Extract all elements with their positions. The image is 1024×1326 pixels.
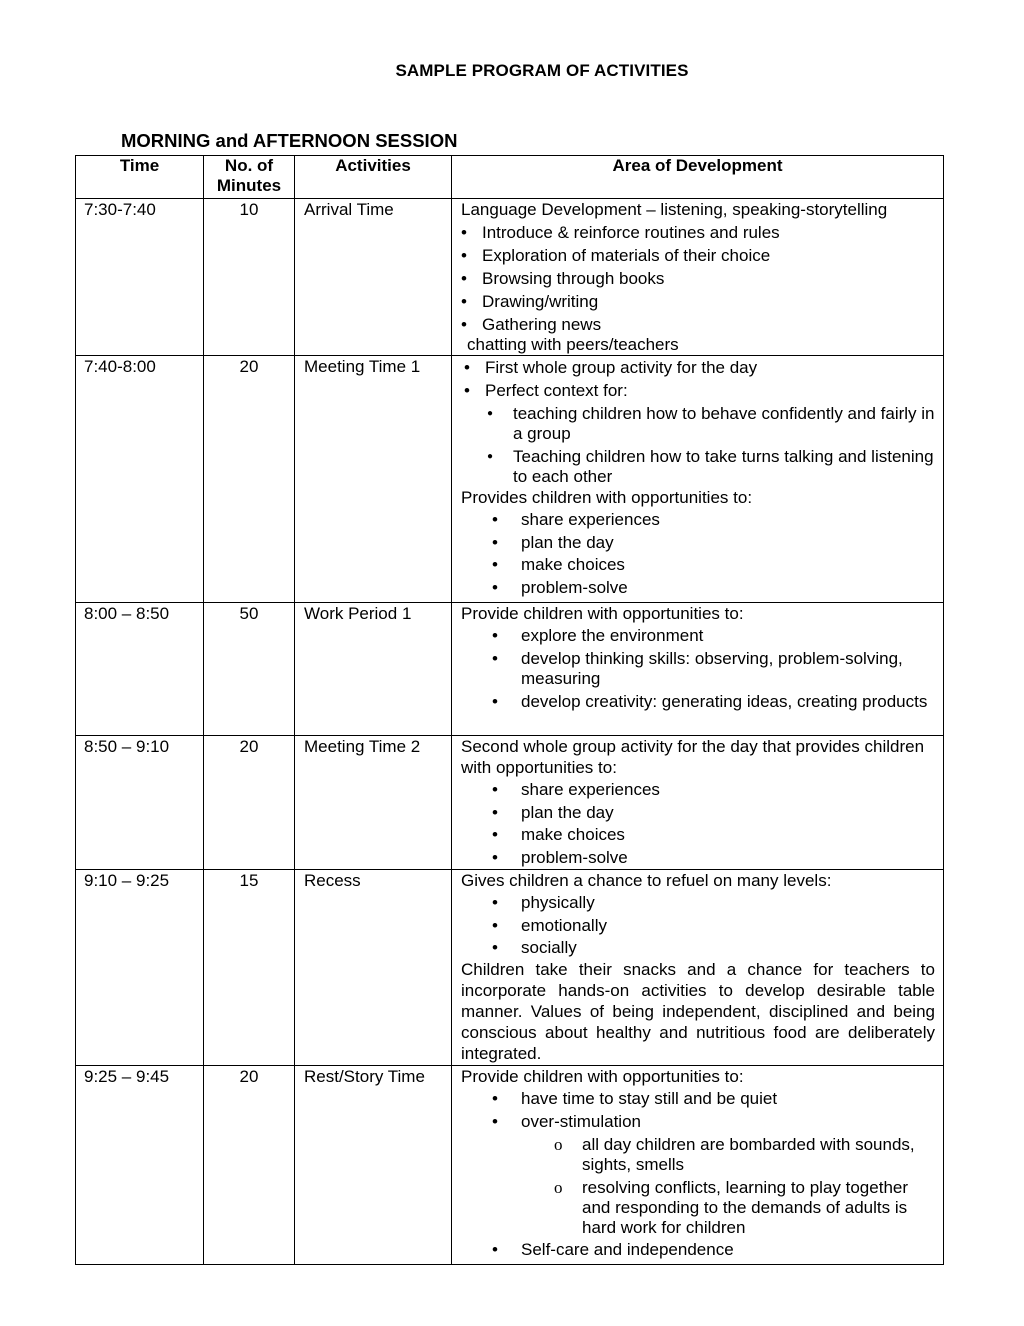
list-item: • Gathering news — [461, 314, 935, 335]
list-item: • physically — [461, 893, 935, 914]
table-row — [76, 736, 944, 870]
table-row — [76, 603, 944, 736]
schedule-table — [75, 155, 944, 1265]
time-cell: 9:10 – 9:25 — [76, 870, 204, 1066]
list-item: • Self-care and independence — [461, 1240, 935, 1261]
table-row — [76, 870, 944, 1066]
list-item: • develop creativity: generating ideas, creating products — [461, 692, 935, 711]
time-cell: 9:25 – 9:45 — [76, 1066, 204, 1265]
list-item: • make choices — [461, 825, 935, 846]
activity-cell: Recess — [295, 870, 452, 1066]
area-cell — [452, 870, 944, 1066]
list-item: ● teaching children how to behave confidently and fairly in a group — [461, 404, 935, 444]
area-cell — [452, 736, 944, 870]
area-lead: Second whole group activity for the day that provides children with opportunities to: — [461, 737, 925, 777]
area-lead: Gives children a chance to refuel on many levels: — [461, 871, 832, 890]
time-cell: 8:50 – 9:10 — [76, 736, 204, 870]
list-item: • explore the environment — [461, 626, 935, 647]
activity-cell: Arrival Time — [295, 199, 452, 356]
list-item: • plan the day — [461, 533, 935, 554]
list-item: • share experiences — [461, 510, 935, 531]
list-item: • problem-solve — [461, 848, 935, 867]
minutes-cell: 50 — [204, 603, 295, 736]
page-title: SAMPLE PROGRAM OF ACTIVITIES — [395, 61, 689, 80]
list-item: • Introduce & reinforce routines and rules — [461, 222, 935, 243]
list-item: ● Teaching children how to take turns talking and listening to each other — [461, 447, 935, 487]
list-item: • Drawing/writing — [461, 291, 935, 312]
list-item: • First whole group activity for the day — [461, 357, 935, 378]
header-area: Area of Development — [452, 156, 944, 199]
area-tail: chatting with peers/teachers — [467, 335, 679, 354]
list-item: • Browsing through books — [461, 268, 935, 289]
time-cell: 7:30-7:40 — [76, 199, 204, 356]
list-item: • over-stimulation — [461, 1112, 935, 1133]
area-lead: Provide children with opportunities to: — [461, 1067, 744, 1086]
header-minutes: No. of Minutes — [204, 156, 295, 199]
table-row — [76, 1066, 944, 1265]
list-item: • make choices — [461, 555, 935, 576]
list-item: • plan the day — [461, 803, 935, 824]
area-lead: Provides children with opportunities to: — [461, 488, 753, 507]
list-item: o all day children are bombarded with sounds, sights, smells — [461, 1135, 935, 1175]
minutes-cell: 20 — [204, 1066, 295, 1265]
minutes-cell: 15 — [204, 870, 295, 1066]
minutes-cell: 20 — [204, 736, 295, 870]
list-item: • Perfect context for: — [461, 380, 935, 401]
table-row — [76, 356, 944, 603]
activity-cell: Rest/Story Time — [295, 1066, 452, 1265]
list-item: • socially — [461, 938, 935, 959]
minutes-cell: 20 — [204, 356, 295, 603]
list-item: • problem-solve — [461, 578, 935, 597]
minutes-cell: 10 — [204, 199, 295, 356]
area-cell — [452, 356, 944, 603]
time-cell: 7:40-8:00 — [76, 356, 204, 603]
list-item: • develop thinking skills: observing, problem-solving, measuring — [461, 649, 935, 690]
activity-cell: Meeting Time 1 — [295, 356, 452, 603]
table-row — [76, 199, 944, 356]
list-item: • share experiences — [461, 780, 935, 801]
time-cell: 8:00 – 8:50 — [76, 603, 204, 736]
area-cell — [452, 1066, 944, 1265]
header-time: Time — [76, 156, 204, 199]
list-item: • Exploration of materials of their choice — [461, 245, 935, 266]
area-cell — [452, 603, 944, 736]
area-cell — [452, 199, 944, 356]
area-lead: Language Development – listening, speaking-storytelling — [461, 200, 888, 219]
area-lead: Provide children with opportunities to: — [461, 604, 744, 623]
activity-cell: Meeting Time 2 — [295, 736, 452, 870]
activity-cell: Work Period 1 — [295, 603, 452, 736]
header-row — [76, 156, 944, 199]
session-title: MORNING and AFTERNOON SESSION — [121, 130, 458, 151]
area-tail: Children take their snacks and a chance for teachers to incorporate hands-on activities to develop desirable table manner. Values of being independent, disciplined and being conscious about healthy and nutritious food are deliberately integrated. — [461, 959, 935, 1063]
list-item: • have time to stay still and be quiet — [461, 1089, 935, 1110]
list-item: o resolving conflicts, learning to play together and responding to the demands of adults is hard work for children — [461, 1178, 935, 1238]
list-item: • emotionally — [461, 916, 935, 937]
header-activities: Activities — [295, 156, 452, 199]
